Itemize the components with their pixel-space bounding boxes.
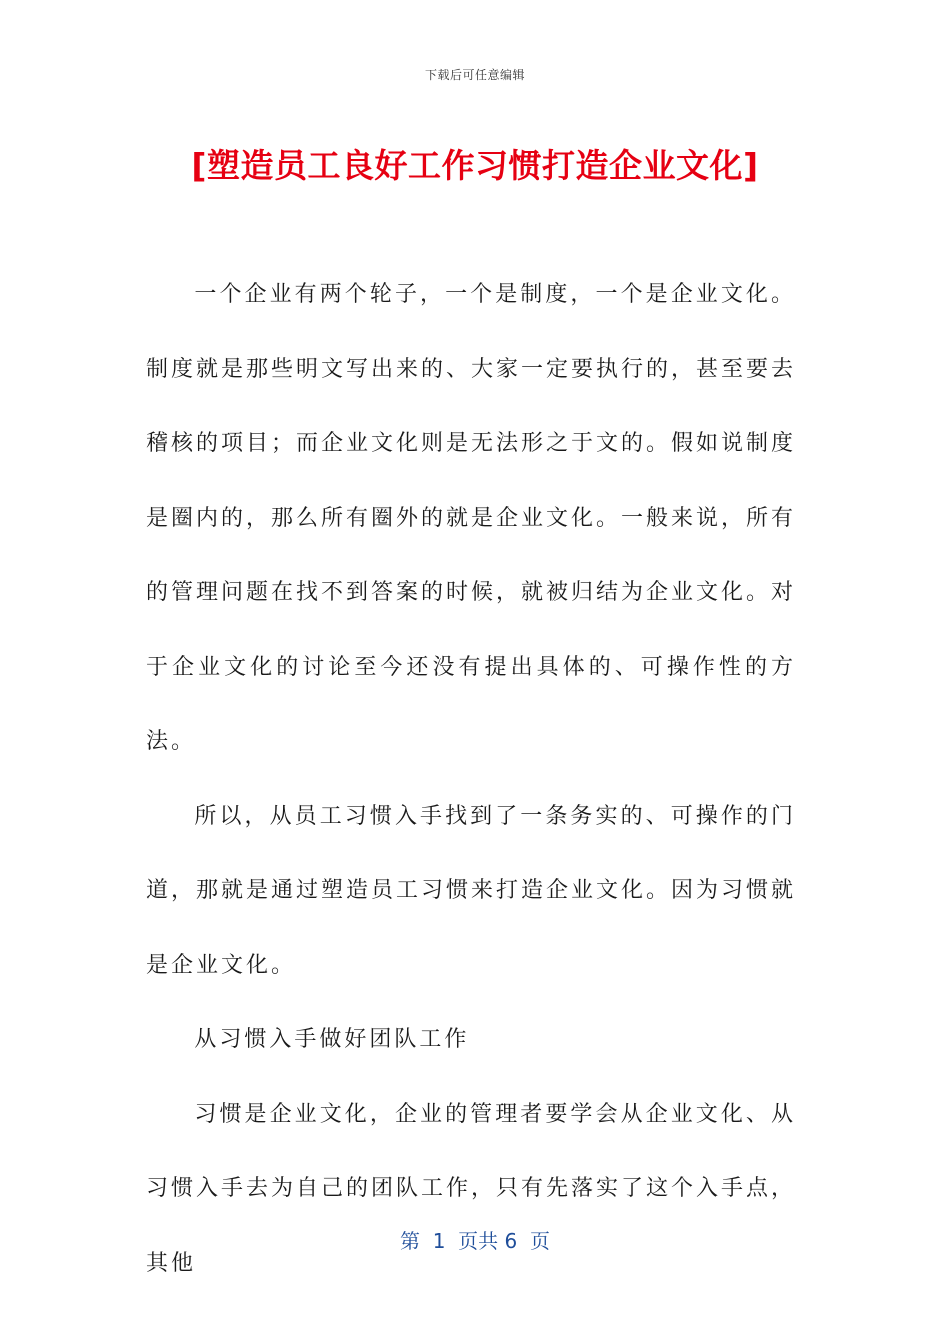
paragraph-1: 一个企业有两个轮子，一个是制度，一个是企业文化。制度就是那些明文写出来的、大家一定要执行的，甚至要去稽核的项目；而企业文化则是无法形之于文的。假如说制度是圈内的，那么所有圈外的就是企业文化。一般来说，所有的管理问题在找不到答案的时候，就被归结为企业文化。对于企业文化的讨论至今还没有提出具体的、可操作性的方法。 bbox=[146, 282, 797, 754]
paragraph-3: 习惯是企业文化，企业的管理者要学会从企业文化、从习惯入手去为自己的团队工作，只有先落实了这个入手点，其他 bbox=[146, 1101, 797, 1276]
document-body bbox=[146, 258, 796, 1301]
document-title: [塑造员工良好工作习惯打造企业文化] bbox=[191, 146, 759, 185]
page-number-footer: 第 1 页共 6 页 bbox=[400, 1229, 550, 1253]
header-note: 下载后可任意编辑 bbox=[424, 68, 525, 82]
section-heading: 从习惯入手做好团队工作 bbox=[194, 1027, 470, 1052]
paragraph-2: 所以，从员工习惯入手找到了一条务实的、可操作的门道，那就是通过塑造员工习惯来打造企业文化。因为习惯就是企业文化。 bbox=[146, 803, 797, 978]
